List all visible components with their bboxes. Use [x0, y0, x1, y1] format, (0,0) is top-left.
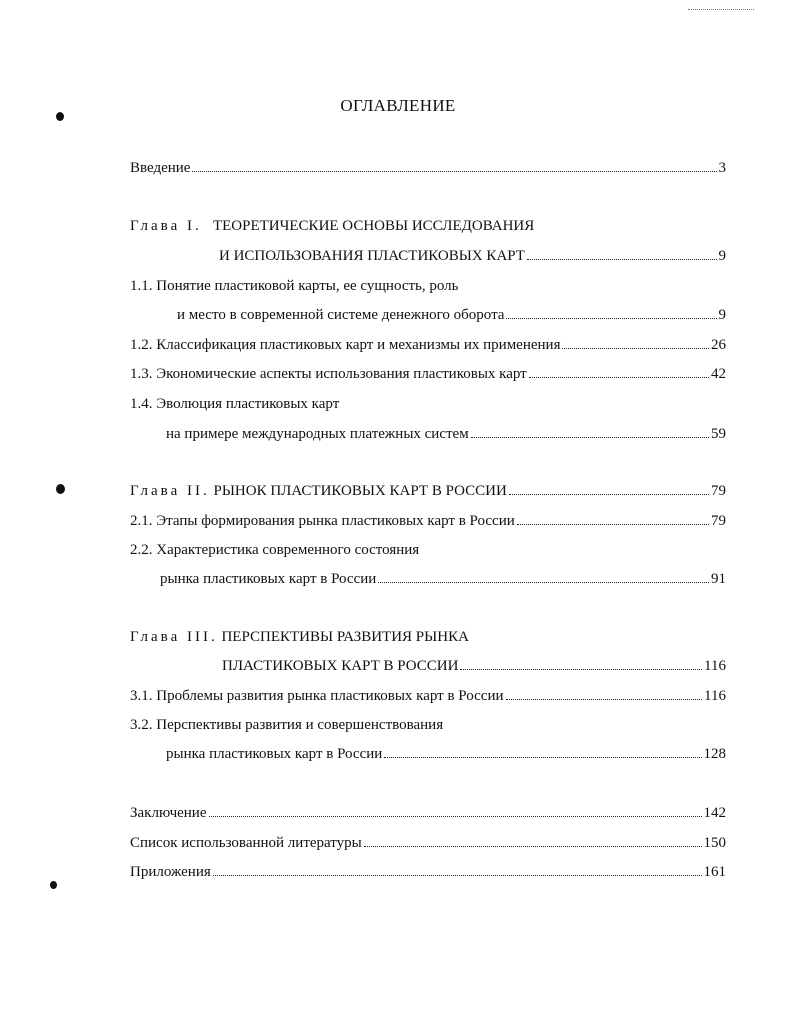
- entry-label: рынка пластиковых карт в России: [166, 746, 383, 762]
- entry-label: и место в современной системе денежного оборота: [177, 307, 505, 323]
- chapter-1-heading[interactable]: [130, 216, 534, 236]
- chapter-title-line1: ПЕРСПЕКТИВЫ РАЗВИТИЯ РЫНКА: [221, 629, 469, 645]
- entry-page: 116: [704, 688, 726, 704]
- chapter-title-line1: ТЕОРЕТИЧЕСКИЕ ОСНОВЫ ИССЛЕДОВАНИЯ: [212, 218, 535, 234]
- chapter-prefix: Глава III.: [130, 629, 218, 645]
- leader-dots: [527, 246, 717, 260]
- chapter-3-heading[interactable]: [130, 627, 469, 647]
- section-1-4[interactable]: [166, 424, 726, 444]
- leader-dots: [506, 686, 703, 700]
- entry-page: 79: [711, 513, 726, 529]
- entry-label: рынка пластиковых карт в России: [160, 571, 377, 587]
- leader-dots: [192, 158, 716, 172]
- toc-entry-appendix[interactable]: [130, 862, 726, 882]
- entry-label: 3.1. Проблемы развития рынка пластиковых карт в России: [130, 688, 504, 704]
- section-3-1[interactable]: [130, 686, 726, 706]
- section-1-1-line1[interactable]: 1.1. Понятие пластиковой карты, ее сущность, роль: [130, 278, 459, 294]
- entry-page: 150: [703, 835, 726, 851]
- entry-label: Приложения: [130, 864, 211, 880]
- entry-page: 116: [704, 658, 726, 674]
- leader-dots: [506, 305, 716, 319]
- toc-entry-conclusion[interactable]: [130, 803, 726, 823]
- toc-entry-bibliography[interactable]: [130, 833, 726, 853]
- page-title: ОГЛАВЛЕНИЕ: [340, 96, 456, 115]
- leader-dots: [471, 424, 709, 438]
- entry-page: 59: [711, 426, 726, 442]
- chapter-prefix: Глава I.: [130, 218, 202, 234]
- chapter-3-heading-cont[interactable]: [222, 656, 726, 676]
- section-1-3[interactable]: [130, 364, 726, 384]
- chapter-label: [130, 481, 507, 501]
- entry-label: Заключение: [130, 805, 207, 821]
- chapter-title-line2: ПЛАСТИКОВЫХ КАРТ В РОССИИ: [222, 658, 459, 674]
- chapter-2-heading[interactable]: [130, 481, 726, 501]
- section-3-2[interactable]: [166, 744, 726, 764]
- entry-label: 1.3. Экономические аспекты использования пластиковых карт: [130, 366, 527, 382]
- section-2-2-line1[interactable]: 2.2. Характеристика современного состояния: [130, 542, 420, 558]
- leader-dots: [378, 569, 709, 583]
- leader-dots: [509, 481, 709, 495]
- leader-dots: [213, 862, 702, 876]
- entry-page: 9: [718, 248, 726, 264]
- entry-label: Введение: [130, 160, 191, 176]
- entry-page: 142: [703, 805, 726, 821]
- chapter-prefix: Глава II.: [130, 483, 210, 499]
- entry-page: 9: [718, 307, 726, 323]
- section-3-2-line1[interactable]: 3.2. Перспективы развития и совершенствования: [130, 717, 444, 733]
- toc-entry-introduction[interactable]: [130, 158, 726, 178]
- section-1-2[interactable]: [130, 335, 726, 355]
- entry-page: 26: [711, 337, 726, 353]
- section-2-2[interactable]: [160, 569, 726, 589]
- entry-label: на примере международных платежных систем: [166, 426, 469, 442]
- leader-dots: [562, 335, 709, 349]
- entry-page: 42: [711, 366, 726, 382]
- section-1-4-line1[interactable]: 1.4. Эволюция пластиковых карт: [130, 396, 340, 412]
- chapter-title-line2: И ИСПОЛЬЗОВАНИЯ ПЛАСТИКОВЫХ КАРТ: [219, 248, 525, 264]
- section-1-1[interactable]: [177, 305, 726, 325]
- scan-mark: [50, 881, 57, 889]
- entry-label: 2.1. Этапы формирования рынка пластиковых карт в России: [130, 513, 515, 529]
- section-2-1[interactable]: [130, 511, 726, 531]
- scan-mark: [56, 484, 65, 494]
- entry-label: 1.2. Классификация пластиковых карт и механизмы их применения: [130, 337, 561, 353]
- leader-dots: [517, 511, 709, 525]
- entry-page: 161: [703, 864, 726, 880]
- leader-dots: [209, 803, 702, 817]
- chapter-1-heading-cont[interactable]: [219, 246, 726, 266]
- entry-page: 128: [703, 746, 726, 762]
- entry-page: 79: [711, 483, 726, 499]
- entry-page: 3: [718, 160, 726, 176]
- entry-page: 91: [711, 571, 726, 587]
- leader-dots: [364, 833, 702, 847]
- chapter-title-line1: РЫНОК ПЛАСТИКОВЫХ КАРТ В РОССИИ: [213, 483, 507, 499]
- leader-dots: [460, 656, 702, 670]
- entry-label: Список использованной литературы: [130, 835, 362, 851]
- scan-specks: [688, 6, 754, 10]
- leader-dots: [529, 364, 709, 378]
- leader-dots: [384, 744, 701, 758]
